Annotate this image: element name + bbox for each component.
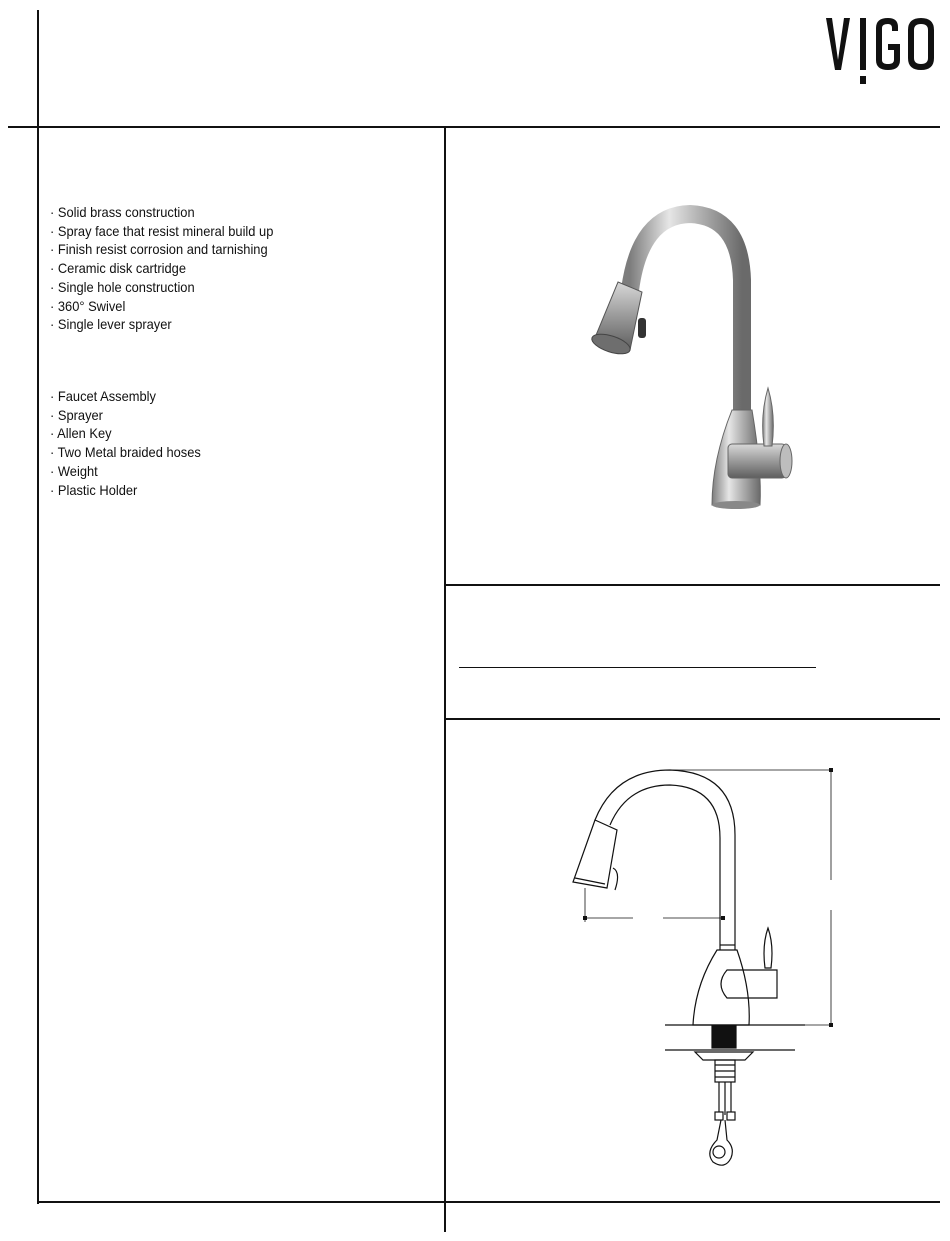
- feature-item: · Single hole construction: [50, 278, 273, 297]
- header-divider: [8, 126, 940, 128]
- footer-divider: [37, 1201, 940, 1203]
- feature-item: · Single lever sprayer: [50, 315, 273, 334]
- photo-section-divider: [444, 584, 940, 586]
- feature-item: · Spray face that resist mineral build up: [50, 222, 273, 241]
- feature-item: · 360° Swivel: [50, 297, 273, 316]
- package-item: · Sprayer: [50, 406, 201, 425]
- package-item: · Allen Key: [50, 424, 201, 443]
- package-item: · Weight: [50, 462, 201, 481]
- feature-item: · Solid brass construction: [50, 203, 273, 222]
- faucet-photo: [560, 200, 820, 520]
- package-item: · Plastic Holder: [50, 481, 201, 500]
- feature-item: · Finish resist corrosion and tarnishing: [50, 240, 273, 259]
- left-margin-line: [37, 10, 39, 1204]
- feature-item: · Ceramic disk cartridge: [50, 259, 273, 278]
- feature-list: [50, 203, 273, 334]
- package-item: · Faucet Assembly: [50, 387, 201, 406]
- blank-underline-field: [459, 667, 816, 668]
- vigo-logo: [826, 14, 936, 88]
- drawing-section-divider: [444, 718, 940, 720]
- package-item: · Two Metal braided hoses: [50, 443, 201, 462]
- package-contents-list: [50, 387, 201, 499]
- faucet-dimension-drawing: [555, 760, 855, 1170]
- column-divider: [444, 126, 446, 1232]
